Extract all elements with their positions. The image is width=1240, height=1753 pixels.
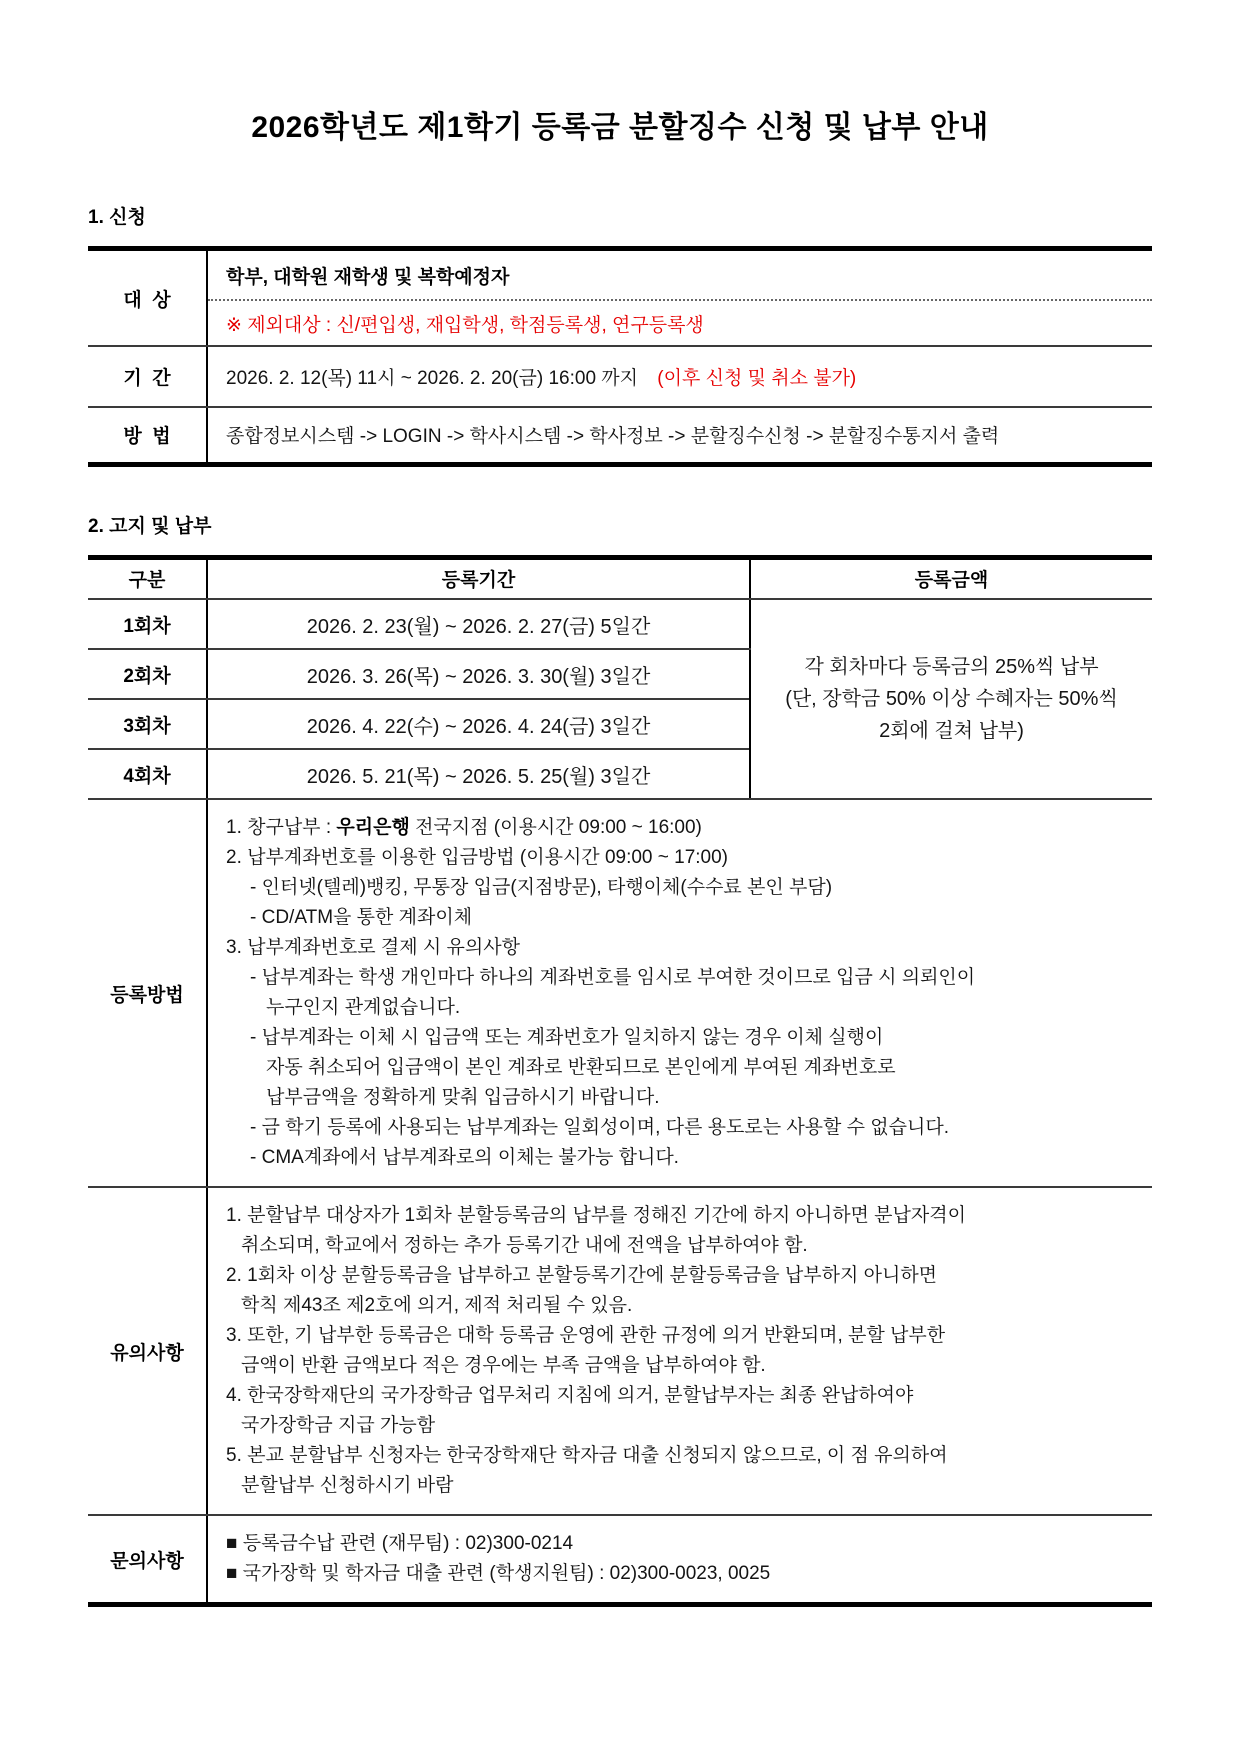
table-row-period xyxy=(88,346,1152,407)
method-line-bank-post: 전국지점 (이용시간 09:00 ~ 16:00) xyxy=(409,817,702,838)
payment-table xyxy=(88,555,1152,1608)
table-row-contact xyxy=(88,1515,1152,1605)
method-row-content: 종합정보시스템 -> LOGIN -> 학사시스템 -> 학사정보 -> 분할징수신청 -> 분할징수통지서 출력 xyxy=(226,426,1000,448)
round3-period: 2026. 4. 22(수) ~ 2026. 4. 24(금) 3일간 xyxy=(207,699,750,749)
round2-label: 2회차 xyxy=(88,649,207,699)
table-row-method xyxy=(88,407,1152,464)
note-line: 학칙 제43조 제2호에 의거, 제적 처리될 수 있음. xyxy=(241,1295,633,1316)
method-line: 납부금액을 정확하게 맞춰 입금하시기 바랍니다. xyxy=(266,1087,660,1108)
contact-content xyxy=(207,1515,1152,1605)
note-line: 국가장학금 지급 가능함 xyxy=(241,1415,436,1436)
method-line: 자동 취소되어 입금액이 본인 계좌로 반환되므로 본인에게 부여된 계좌번호로 xyxy=(266,1057,896,1078)
contact-line-scholarship: ■ 국가장학 및 학자금 대출 관련 (학생지원팀) : 02)300-0023, 0025 xyxy=(226,1563,771,1584)
round4-period: 2026. 5. 21(목) ~ 2026. 5. 25(월) 3일간 xyxy=(207,749,750,799)
method-line: - CD/ATM을 통한 계좌이체 xyxy=(250,907,473,928)
note-line: 3. 또한, 기 납부한 등록금은 대학 등록금 운영에 관한 규정에 의거 반환되며, 분할 납부한 xyxy=(226,1325,946,1346)
table-row-registration-method xyxy=(88,799,1152,1187)
method-line-bank-pre: 1. 창구납부 : xyxy=(226,817,337,838)
note-line: 2. 1회차 이상 분할등록금을 납부하고 분할등록기간에 분할등록금을 납부하지 아니하면 xyxy=(226,1265,938,1286)
registration-method-content xyxy=(207,799,1152,1187)
period-row-label: 기 간 xyxy=(88,346,207,407)
registration-method-label: 등록방법 xyxy=(88,799,207,1187)
table-row-target xyxy=(88,249,1152,347)
note-line: 분할납부 신청하시기 바람 xyxy=(241,1475,454,1496)
amount-line1: 각 회차마다 등록금의 25%씩 납부 xyxy=(804,656,1099,678)
period-row-content xyxy=(207,346,1152,407)
round4-label: 4회차 xyxy=(88,749,207,799)
contact-label: 문의사항 xyxy=(88,1515,207,1605)
method-line: - 납부계좌는 학생 개인마다 하나의 계좌번호를 임시로 부여한 것이므로 입금 시 의뢰인이 xyxy=(250,967,976,988)
period-dates: 2026. 2. 12(목) 11시 ~ 2026. 2. 20(금) 16:00 까지 xyxy=(226,368,639,389)
header-category: 구분 xyxy=(88,557,207,599)
table-row-round1 xyxy=(88,599,1152,649)
document-content xyxy=(0,102,1240,1607)
round2-period: 2026. 3. 26(목) ~ 2026. 3. 30(월) 3일간 xyxy=(207,649,750,699)
section2-heading: 2. 고지 및 납부 xyxy=(88,515,212,537)
method-line: - 인터넷(텔레)뱅킹, 무통장 입금(지점방문), 타행이체(수수료 본인 부담) xyxy=(250,877,833,898)
target-row-label: 대 상 xyxy=(88,249,207,347)
section1-heading: 1. 신청 xyxy=(88,207,146,228)
method-line: 3. 납부계좌번호로 결제 시 유의사항 xyxy=(226,937,520,958)
page-title: 2026학년도 제1학기 등록금 분할징수 신청 및 납부 안내 xyxy=(251,111,989,144)
method-line: - 납부계좌는 이체 시 입금액 또는 계좌번호가 일치하지 않는 경우 이체 실행이 xyxy=(250,1027,884,1048)
amount-line2: (단, 장학금 50% 이상 수혜자는 50%씩 xyxy=(785,688,1118,710)
target-eligible-text: 학부, 대학원 재학생 및 복학예정자 xyxy=(208,251,1152,301)
round1-period: 2026. 2. 23(월) ~ 2026. 2. 27(금) 5일간 xyxy=(207,599,750,649)
amount-line3: 2회에 걸쳐 납부) xyxy=(879,720,1024,742)
payment-table-header-row xyxy=(88,557,1152,599)
round1-label: 1회차 xyxy=(88,599,207,649)
amount-info-cell xyxy=(750,599,1152,799)
method-line: - CMA계좌에서 납부계좌로의 이체는 불가능 합니다. xyxy=(250,1147,679,1168)
notes-label: 유의사항 xyxy=(88,1187,207,1515)
note-line: 1. 분할납부 대상자가 1회차 분할등록금의 납부를 정해진 기간에 하지 아니하면 분납자격이 xyxy=(226,1205,966,1226)
method-line-bank xyxy=(226,813,1152,843)
target-row-content xyxy=(207,249,1152,347)
note-line: 금액이 반환 금액보다 적은 경우에는 부족 금액을 납부하여야 함. xyxy=(241,1355,766,1376)
note-line: 취소되며, 학교에서 정하는 추가 등록기간 내에 전액을 납부하여야 함. xyxy=(241,1235,808,1256)
application-table xyxy=(88,246,1152,467)
header-registration-period: 등록기간 xyxy=(207,557,750,599)
header-registration-amount: 등록금액 xyxy=(750,557,1152,599)
table-row-notes xyxy=(88,1187,1152,1515)
method-line: - 금 학기 등록에 사용되는 납부계좌는 일회성이며, 다른 용도로는 사용할 수 없습니다. xyxy=(250,1117,949,1138)
note-line: 4. 한국장학재단의 국가장학금 업무처리 지침에 의거, 분할납부자는 최종 완납하여야 xyxy=(226,1385,914,1406)
method-line-bank-name: 우리은행 xyxy=(336,817,410,838)
method-row-label: 방 법 xyxy=(88,407,207,464)
method-line: 2. 납부계좌번호를 이용한 입금방법 (이용시간 09:00 ~ 17:00) xyxy=(226,847,729,868)
round3-label: 3회차 xyxy=(88,699,207,749)
note-line: 5. 본교 분할납부 신청자는 한국장학재단 학자금 대출 신청되지 않으므로, 이 점 유의하여 xyxy=(226,1445,948,1466)
notes-content xyxy=(207,1187,1152,1515)
period-deadline-warning: (이후 신청 및 취소 불가) xyxy=(657,368,857,389)
target-exclusion-note: ※ 제외대상 : 신/편입생, 재입학생, 학점등록생, 연구등록생 xyxy=(226,314,704,336)
contact-line-finance: ■ 등록금수납 관련 (재무팀) : 02)300-0214 xyxy=(226,1533,574,1554)
method-line: 누구인지 관계없습니다. xyxy=(266,997,461,1018)
